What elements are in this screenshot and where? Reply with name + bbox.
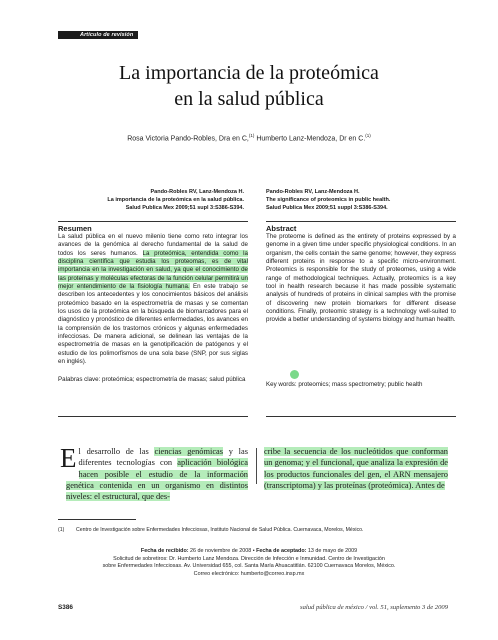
citation-en-title: The significance of proteomics in public health. xyxy=(266,197,391,204)
footnote-text: Centro de Investigación sobre Enfermedades Infecciosas, Instituto Nacional de Salud Pública. Cuernavaca, Morelos, México. xyxy=(76,527,364,533)
received-dates xyxy=(0,548,498,556)
body-left-part-1: l desarrollo de las xyxy=(78,447,155,456)
footnote xyxy=(58,527,363,533)
accepted-date: 13 de mayo de 2009 xyxy=(306,548,358,554)
abstract-keywords: Key words: proteomics; mass spectrometry; public health xyxy=(266,381,423,388)
resumen-text-part-2: En este trabajo se describen los antecedentes y los conocimientos básicos del análisis proteómico basado en la espectrometría de masas y se comentan los usos de la proteómica en la búsqueda de biomarcadores para el diagnóstico y pronóstico de diferentes enfermedades, los avances en la comprensión de los trastornos crónicos y algunas enfermedades infecciosas. De manera adicional, se delinean las ventajas de la espectrometría de masas en la genotipificación de patógenos y el estudio de los polimorfismos de una sola base (SNP, por sus siglas en inglés). xyxy=(58,283,249,366)
received-info xyxy=(0,548,498,578)
body-left-highlight-1: ciencias genómicas xyxy=(154,447,224,456)
resumen-keywords: Palabras clave: proteómica; espectrometría de masas; salud pública xyxy=(58,375,246,383)
abstract-block xyxy=(266,224,456,325)
received-date: 26 de noviembre de 2008 • xyxy=(188,548,257,554)
citation-spanish xyxy=(58,188,244,213)
citation-english xyxy=(266,188,456,213)
title-line-1: La importancia de la proteómica xyxy=(119,62,379,84)
resumen-text xyxy=(58,233,248,367)
footnote-rule xyxy=(58,519,136,520)
resumen-text-part-1: La salud pública en el nuevo milenio tiene como reto integrar los avances de la genómica al derecho fundamental de la salud de todos los seres humanos. xyxy=(58,233,248,257)
body-right-highlight: cribe la secuencia de los nucleótidos que conforman un genoma; y el funcional, que analiza la expresión de los productos funcionales del gen, el ARN mensajero (transcriptoma) y las proteínas (proteómica). Antes de xyxy=(264,447,448,490)
correspondence-line-2: sobre Enfermedades Infecciosas. Av. Universidad 655, col. Santa María Ahuacatitlán. 62100 Cuernavaca Morelos, México. xyxy=(102,563,396,570)
citation-es-authors: Pando-Robles RV, Lanz-Mendoza H. xyxy=(150,189,244,195)
body-left-highlight-2: aplicación biológica hacen posible el estudio de la información genética contenida en un organismo en distintos niveles: el estructural, que des- xyxy=(66,458,248,502)
affiliation-mark-2: (1) xyxy=(365,133,371,138)
resumen-highlight: La proteómica, entendida como la disciplina científica que estudia los proteomas, es de vital importancia en la investigación en salud, ya que el conocimiento de las proteínas y moléculas efectoras de la función celular permitirá un mejor entendimiento de la fisiología humana. xyxy=(58,249,248,291)
journal-footer: salud pública de méxico / vol. 51, suplemento 3 de 2009 xyxy=(300,604,448,611)
abstract-top-rule xyxy=(266,221,456,222)
body-left-part-2: y las diferentes tecnologías con xyxy=(78,447,248,468)
author-2: Humberto Lanz-Mendoza, Dr en C. xyxy=(254,135,366,143)
citation-es-title: La importancia de la proteómica en la salud pública. xyxy=(107,197,244,204)
abstract-heading: Abstract xyxy=(266,224,297,233)
body-column-right xyxy=(264,446,448,491)
abstract-text: The proteome is defined as the entirety of proteins expressed by a genome in a given time under specific physiological conditions. In an organism, the cells contain the same genome; however, they express different proteins in response to a specific micro-environment. Proteomics is responsible for the study of proteomes, using a wide range of methodological techniques. Actually, proteomics is a key tool in health research because it has made possible systematic analysis of hundreds of proteins in clinical samples with the promise of discovering new protein biomarkers for different disease conditions. Finally, proteomic strategy is a technology well-suited to provide a better understanding of systems biology and human health. xyxy=(266,233,456,324)
received-label: Fecha de recibido: xyxy=(140,548,189,554)
title-line-2: en la salud pública xyxy=(174,88,324,110)
correspondence-email: Correo electrónico: humberto@correo.insp.mx xyxy=(193,570,305,577)
footnote-number: (1) xyxy=(58,527,65,533)
citation-es-source: Salud Publica Mex 2009;51 supl 3:S386-S394. xyxy=(125,205,244,212)
resumen-top-rule xyxy=(58,221,248,222)
abstract-bottom-rule xyxy=(266,416,456,417)
accepted-label: Fecha de aceptado: xyxy=(256,548,307,554)
page-number: S386 xyxy=(58,604,73,611)
column-divider xyxy=(256,448,257,484)
citation-en-authors: Pando-Robles RV, Lanz-Mendoza H. xyxy=(266,189,360,195)
correspondence-line-1: Solicitud de sobretiros: Dr. Humberto Lanz Mendoza. Dirección de Infección e Inmunidad. Centro de Investigación xyxy=(113,555,385,562)
article-title xyxy=(0,60,498,112)
body-column-left xyxy=(60,443,248,502)
citation-en-source: Salud Publica Mex 2009;51 suppl 3:S386-S394. xyxy=(266,205,388,212)
annotation-dot xyxy=(290,370,299,379)
resumen-heading: Resumen xyxy=(58,224,92,233)
author-1: Rosa Victoria Pando-Robles, Dra en C, xyxy=(127,135,249,143)
affiliation-mark-1: (1) xyxy=(248,133,255,138)
section-label: Artículo de revisión xyxy=(58,31,138,39)
drop-cap: E xyxy=(60,443,77,473)
resumen-block xyxy=(58,224,248,384)
resumen-bottom-rule xyxy=(58,416,248,417)
authors xyxy=(0,133,498,142)
